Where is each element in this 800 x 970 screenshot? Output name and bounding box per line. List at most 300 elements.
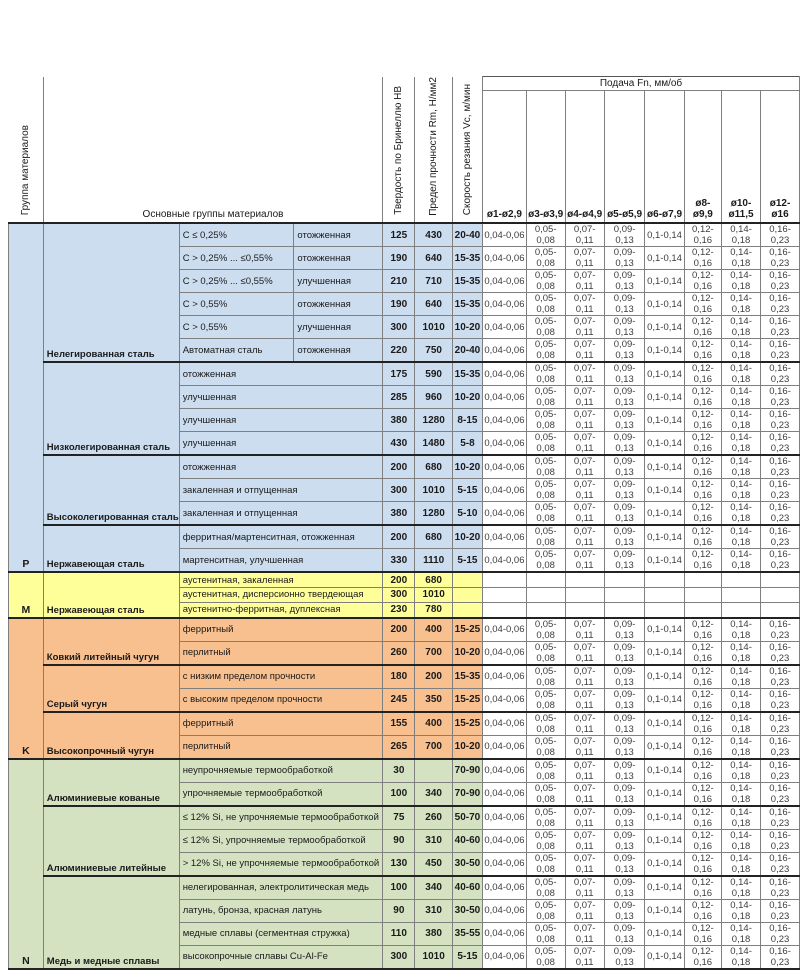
hb-cell: 200 (383, 572, 415, 587)
feed-cell (761, 603, 800, 618)
hb-cell: 380 (383, 409, 415, 432)
feed-cell: 0,12-0,16 (684, 618, 721, 642)
hb-cell: 330 (383, 549, 415, 573)
material-label-cell: перлитный (179, 735, 383, 759)
feed-cell: 0,16-0,23 (761, 432, 800, 456)
feed-cell: 0,12-0,16 (684, 525, 721, 549)
cutting-data-sheet (8, 76, 800, 970)
header-diameter-1: ø3-ø3,9 (526, 91, 565, 223)
feed-cell: 0,16-0,23 (761, 618, 800, 642)
table-row (9, 759, 800, 783)
rm-cell: 340 (415, 782, 452, 806)
feed-cell: 0,12-0,16 (684, 549, 721, 573)
feed-cell: 0,14-0,18 (722, 479, 761, 502)
feed-cell: 0,07-0,11 (565, 876, 604, 900)
material-label-cell: с низким пределом прочности (179, 665, 383, 689)
feed-cell: 0,04-0,06 (483, 876, 527, 900)
feed-cell: 0,09-0,13 (604, 876, 645, 900)
hb-cell: 100 (383, 782, 415, 806)
feed-cell (684, 603, 721, 618)
rm-cell: 1010 (415, 316, 452, 339)
feed-cell: 0,07-0,11 (565, 618, 604, 642)
feed-cell: 0,07-0,11 (565, 806, 604, 830)
feed-cell: 0,05-0,08 (526, 316, 565, 339)
feed-cell: 0,05-0,08 (526, 293, 565, 316)
group-name-cell: Высоколегированная сталь (43, 455, 179, 525)
hb-cell: 380 (383, 502, 415, 526)
vc-cell: 10-20 (452, 735, 482, 759)
header-diameter-4: ø6-ø7,9 (645, 91, 684, 223)
vc-cell: 5-15 (452, 479, 482, 502)
vc-cell: 10-20 (452, 525, 482, 549)
feed-cell (565, 572, 604, 587)
vc-cell: 15-35 (452, 362, 482, 386)
feed-cell: 0,16-0,23 (761, 712, 800, 736)
feed-cell: 0,07-0,11 (565, 479, 604, 502)
treatment-cell: отожженная (294, 293, 383, 316)
feed-cell: 0,04-0,06 (483, 549, 527, 573)
feed-cell: 0,1-0,14 (645, 759, 684, 783)
material-label-cell: с высоким пределом прочности (179, 688, 383, 712)
feed-cell: 0,14-0,18 (722, 665, 761, 689)
feed-cell: 0,05-0,08 (526, 735, 565, 759)
feed-cell: 0,14-0,18 (722, 922, 761, 945)
feed-cell: 0,12-0,16 (684, 876, 721, 900)
rm-cell: 450 (415, 852, 452, 876)
vc-cell (452, 603, 482, 618)
feed-cell (526, 587, 565, 602)
group-name-cell: Серый чугун (43, 665, 179, 712)
header-hardness (383, 77, 415, 224)
header-diameter-2: ø4-ø4,9 (565, 91, 604, 223)
feed-cell: 0,09-0,13 (604, 782, 645, 806)
feed-cell: 0,1-0,14 (645, 852, 684, 876)
section-letter-P: P (9, 223, 44, 572)
feed-cell: 0,14-0,18 (722, 525, 761, 549)
feed-cell: 0,07-0,11 (565, 712, 604, 736)
feed-cell: 0,16-0,23 (761, 945, 800, 969)
feed-cell (565, 603, 604, 618)
header-speed-label: Скорость резания Vc, м/мин (461, 84, 473, 216)
treatment-cell: отожженная (294, 247, 383, 270)
feed-cell: 0,12-0,16 (684, 502, 721, 526)
feed-cell: 0,04-0,06 (483, 712, 527, 736)
vc-cell: 8-15 (452, 409, 482, 432)
feed-cell: 0,04-0,06 (483, 293, 527, 316)
feed-cell: 0,07-0,11 (565, 223, 604, 247)
hb-cell: 265 (383, 735, 415, 759)
feed-cell: 0,05-0,08 (526, 247, 565, 270)
feed-cell: 0,1-0,14 (645, 549, 684, 573)
feed-cell: 0,1-0,14 (645, 899, 684, 922)
feed-cell: 0,04-0,06 (483, 806, 527, 830)
feed-cell: 0,09-0,13 (604, 339, 645, 363)
vc-cell: 50-70 (452, 806, 482, 830)
feed-cell: 0,07-0,11 (565, 455, 604, 479)
rm-cell: 780 (415, 603, 452, 618)
feed-cell: 0,07-0,11 (565, 922, 604, 945)
hb-cell: 90 (383, 829, 415, 852)
feed-cell: 0,16-0,23 (761, 409, 800, 432)
feed-cell: 0,04-0,06 (483, 688, 527, 712)
vc-cell: 35-55 (452, 922, 482, 945)
vc-cell: 10-20 (452, 386, 482, 409)
header-group-axis (9, 77, 44, 224)
material-sub-cell: Автоматная сталь (179, 339, 294, 363)
feed-cell: 0,14-0,18 (722, 759, 761, 783)
feed-cell: 0,1-0,14 (645, 945, 684, 969)
feed-cell (604, 587, 645, 602)
group-name-cell: Низколегированная сталь (43, 362, 179, 455)
feed-cell: 0,09-0,13 (604, 712, 645, 736)
feed-cell: 0,04-0,06 (483, 502, 527, 526)
section-letter-K: K (9, 618, 44, 759)
feed-cell: 0,12-0,16 (684, 782, 721, 806)
feed-cell: 0,04-0,06 (483, 945, 527, 969)
feed-cell (761, 587, 800, 602)
feed-cell: 0,09-0,13 (604, 922, 645, 945)
material-label-cell: медные сплавы (сегментная стружка) (179, 922, 383, 945)
feed-cell: 0,14-0,18 (722, 829, 761, 852)
feed-cell: 0,16-0,23 (761, 665, 800, 689)
table-row (9, 876, 800, 900)
table-row (9, 223, 800, 247)
material-label-cell: улучшенная (179, 386, 383, 409)
vc-cell: 5-10 (452, 502, 482, 526)
hb-cell: 30 (383, 759, 415, 783)
feed-cell: 0,09-0,13 (604, 409, 645, 432)
rm-cell: 310 (415, 829, 452, 852)
material-label-cell: ферритный (179, 712, 383, 736)
feed-cell: 0,12-0,16 (684, 479, 721, 502)
group-name-cell: Алюминиевые литейные (43, 806, 179, 876)
vc-cell (452, 572, 482, 587)
rm-cell: 1010 (415, 945, 452, 969)
feed-cell: 0,12-0,16 (684, 759, 721, 783)
feed-cell: 0,14-0,18 (722, 618, 761, 642)
feed-cell: 0,07-0,11 (565, 759, 604, 783)
feed-cell: 0,09-0,13 (604, 525, 645, 549)
feed-cell: 0,16-0,23 (761, 688, 800, 712)
table-row (9, 572, 800, 587)
material-label-cell: высокопрочные сплавы Cu-Al-Fe (179, 945, 383, 969)
material-sub-cell: C > 0,55% (179, 316, 294, 339)
material-label-cell: закаленная и отпущенная (179, 502, 383, 526)
feed-cell: 0,09-0,13 (604, 852, 645, 876)
feed-cell: 0,07-0,11 (565, 665, 604, 689)
feed-cell: 0,1-0,14 (645, 876, 684, 900)
feed-cell: 0,09-0,13 (604, 759, 645, 783)
feed-cell: 0,1-0,14 (645, 293, 684, 316)
rm-cell: 1010 (415, 479, 452, 502)
material-sub-cell: C ≤ 0,25% (179, 223, 294, 247)
feed-cell: 0,05-0,08 (526, 876, 565, 900)
feed-cell: 0,07-0,11 (565, 339, 604, 363)
rm-cell: 350 (415, 688, 452, 712)
hb-cell: 130 (383, 852, 415, 876)
vc-cell: 5-15 (452, 549, 482, 573)
vc-cell: 15-35 (452, 665, 482, 689)
hb-cell: 200 (383, 525, 415, 549)
feed-cell: 0,04-0,06 (483, 455, 527, 479)
feed-cell: 0,07-0,11 (565, 688, 604, 712)
feed-cell: 0,07-0,11 (565, 549, 604, 573)
feed-cell: 0,07-0,11 (565, 735, 604, 759)
feed-cell (722, 572, 761, 587)
feed-cell: 0,1-0,14 (645, 922, 684, 945)
feed-cell: 0,14-0,18 (722, 409, 761, 432)
hb-cell: 190 (383, 247, 415, 270)
feed-cell: 0,05-0,08 (526, 549, 565, 573)
feed-cell: 0,04-0,06 (483, 339, 527, 363)
feed-cell: 0,12-0,16 (684, 945, 721, 969)
feed-cell: 0,16-0,23 (761, 806, 800, 830)
feed-cell: 0,04-0,06 (483, 641, 527, 665)
feed-cell: 0,16-0,23 (761, 922, 800, 945)
feed-cell (565, 587, 604, 602)
header-diameter-3: ø5-ø5,9 (604, 91, 645, 223)
feed-cell (645, 572, 684, 587)
feed-cell: 0,05-0,08 (526, 712, 565, 736)
rm-cell: 680 (415, 572, 452, 587)
feed-cell (645, 587, 684, 602)
feed-cell: 0,1-0,14 (645, 618, 684, 642)
feed-cell: 0,12-0,16 (684, 293, 721, 316)
material-label-cell: > 12% Si, не упрочняемые термообработкой (179, 852, 383, 876)
feed-cell: 0,14-0,18 (722, 293, 761, 316)
feed-cell: 0,16-0,23 (761, 223, 800, 247)
feed-cell: 0,12-0,16 (684, 223, 721, 247)
feed-cell: 0,16-0,23 (761, 362, 800, 386)
feed-cell: 0,07-0,11 (565, 525, 604, 549)
rm-cell: 700 (415, 735, 452, 759)
feed-cell (604, 572, 645, 587)
material-label-cell: неупрочняемые термообработкой (179, 759, 383, 783)
material-label-cell: ферритный (179, 618, 383, 642)
feed-cell: 0,05-0,08 (526, 759, 565, 783)
vc-cell: 5-15 (452, 945, 482, 969)
feed-cell: 0,04-0,06 (483, 432, 527, 456)
feed-cell: 0,07-0,11 (565, 852, 604, 876)
hb-cell: 300 (383, 316, 415, 339)
feed-cell: 0,09-0,13 (604, 432, 645, 456)
material-label-cell: упрочняемые термообработкой (179, 782, 383, 806)
feed-cell: 0,07-0,11 (565, 270, 604, 293)
feed-cell: 0,05-0,08 (526, 455, 565, 479)
feed-cell: 0,16-0,23 (761, 735, 800, 759)
hb-cell: 210 (383, 270, 415, 293)
feed-cell (483, 587, 527, 602)
feed-cell: 0,05-0,08 (526, 432, 565, 456)
rm-cell: 1010 (415, 587, 452, 602)
feed-cell (604, 603, 645, 618)
material-label-cell: улучшенная (179, 432, 383, 456)
treatment-cell: улучшенная (294, 316, 383, 339)
feed-cell: 0,1-0,14 (645, 270, 684, 293)
rm-cell: 590 (415, 362, 452, 386)
rm-cell: 1280 (415, 409, 452, 432)
feed-cell: 0,14-0,18 (722, 876, 761, 900)
feed-cell: 0,09-0,13 (604, 945, 645, 969)
feed-cell (645, 603, 684, 618)
header-diameter-0: ø1-ø2,9 (483, 91, 527, 223)
feed-cell: 0,04-0,06 (483, 665, 527, 689)
feed-cell (526, 572, 565, 587)
feed-cell: 0,14-0,18 (722, 316, 761, 339)
feed-cell: 0,14-0,18 (722, 247, 761, 270)
feed-cell: 0,12-0,16 (684, 922, 721, 945)
header-hardness-label: Твердость по Бринеллю HB (393, 86, 405, 216)
feed-cell: 0,14-0,18 (722, 735, 761, 759)
feed-cell: 0,1-0,14 (645, 339, 684, 363)
rm-cell: 1110 (415, 549, 452, 573)
feed-cell: 0,12-0,16 (684, 409, 721, 432)
hb-cell: 200 (383, 455, 415, 479)
hb-cell: 175 (383, 362, 415, 386)
feed-cell: 0,05-0,08 (526, 223, 565, 247)
feed-cell: 0,12-0,16 (684, 362, 721, 386)
table-row (9, 455, 800, 479)
feed-cell: 0,07-0,11 (565, 293, 604, 316)
feed-cell: 0,05-0,08 (526, 409, 565, 432)
feed-cell: 0,04-0,06 (483, 270, 527, 293)
feed-cell: 0,14-0,18 (722, 712, 761, 736)
feed-cell: 0,07-0,11 (565, 409, 604, 432)
vc-cell: 15-35 (452, 247, 482, 270)
feed-cell: 0,14-0,18 (722, 549, 761, 573)
feed-cell (684, 587, 721, 602)
feed-cell: 0,14-0,18 (722, 782, 761, 806)
feed-cell: 0,09-0,13 (604, 479, 645, 502)
hb-cell: 300 (383, 945, 415, 969)
hb-cell: 245 (383, 688, 415, 712)
feed-cell: 0,05-0,08 (526, 502, 565, 526)
feed-cell: 0,14-0,18 (722, 688, 761, 712)
feed-cell: 0,09-0,13 (604, 293, 645, 316)
material-label-cell: перлитный (179, 641, 383, 665)
feed-cell: 0,16-0,23 (761, 829, 800, 852)
material-label-cell: латунь, бронза, красная латунь (179, 899, 383, 922)
feed-cell: 0,07-0,11 (565, 641, 604, 665)
group-name-cell: Алюминиевые кованые (43, 759, 179, 806)
feed-cell: 0,16-0,23 (761, 293, 800, 316)
feed-cell: 0,05-0,08 (526, 922, 565, 945)
feed-cell: 0,1-0,14 (645, 829, 684, 852)
feed-cell: 0,12-0,16 (684, 735, 721, 759)
table-row (9, 665, 800, 689)
feed-cell: 0,14-0,18 (722, 641, 761, 665)
header-diameter-5: ø8-ø9,9 (684, 91, 721, 223)
feed-cell: 0,1-0,14 (645, 247, 684, 270)
feed-cell: 0,07-0,11 (565, 829, 604, 852)
material-label-cell: мартенситная, улучшенная (179, 549, 383, 573)
vc-cell: 15-25 (452, 712, 482, 736)
feed-cell: 0,12-0,16 (684, 852, 721, 876)
feed-cell: 0,1-0,14 (645, 502, 684, 526)
feed-cell: 0,04-0,06 (483, 922, 527, 945)
feed-cell: 0,12-0,16 (684, 665, 721, 689)
feed-cell: 0,14-0,18 (722, 806, 761, 830)
rm-cell: 680 (415, 455, 452, 479)
group-name-cell: Ковкий литейный чугун (43, 618, 179, 665)
feed-cell: 0,12-0,16 (684, 899, 721, 922)
feed-cell: 0,14-0,18 (722, 362, 761, 386)
material-label-cell: закаленная и отпущенная (179, 479, 383, 502)
header-diameter-6: ø10-ø11,5 (722, 91, 761, 223)
hb-cell: 200 (383, 618, 415, 642)
feed-cell: 0,16-0,23 (761, 270, 800, 293)
material-sub-cell: C > 0,25% ... ≤0,55% (179, 270, 294, 293)
hb-cell: 220 (383, 339, 415, 363)
feed-cell: 0,16-0,23 (761, 876, 800, 900)
hb-cell: 180 (383, 665, 415, 689)
section-letter-M: M (9, 572, 44, 617)
feed-cell: 0,04-0,06 (483, 223, 527, 247)
feed-cell: 0,04-0,06 (483, 852, 527, 876)
hb-cell: 190 (383, 293, 415, 316)
feed-cell: 0,07-0,11 (565, 316, 604, 339)
feed-cell: 0,09-0,13 (604, 641, 645, 665)
hb-cell: 285 (383, 386, 415, 409)
feed-cell (483, 603, 527, 618)
feed-cell: 0,05-0,08 (526, 362, 565, 386)
rm-cell: 960 (415, 386, 452, 409)
feed-cell: 0,09-0,13 (604, 688, 645, 712)
feed-cell: 0,16-0,23 (761, 852, 800, 876)
vc-cell: 10-20 (452, 455, 482, 479)
feed-cell: 0,1-0,14 (645, 688, 684, 712)
feed-cell: 0,05-0,08 (526, 525, 565, 549)
group-name-cell: Нержавеющая сталь (43, 525, 179, 572)
vc-cell: 5-8 (452, 432, 482, 456)
feed-cell: 0,04-0,06 (483, 735, 527, 759)
table-row (9, 712, 800, 736)
table-row (9, 806, 800, 830)
feed-cell: 0,1-0,14 (645, 806, 684, 830)
feed-cell: 0,07-0,11 (565, 362, 604, 386)
feed-cell: 0,16-0,23 (761, 899, 800, 922)
feed-cell: 0,12-0,16 (684, 688, 721, 712)
material-sub-cell: C > 0,25% ... ≤0,55% (179, 247, 294, 270)
feed-cell: 0,09-0,13 (604, 386, 645, 409)
material-label-cell: улучшенная (179, 409, 383, 432)
table-body (9, 223, 800, 968)
feed-cell: 0,12-0,16 (684, 386, 721, 409)
material-label-cell: аустенитная, дисперсионно твердеющая (179, 587, 383, 602)
rm-cell: 380 (415, 922, 452, 945)
hb-cell: 260 (383, 641, 415, 665)
feed-cell: 0,09-0,13 (604, 899, 645, 922)
treatment-cell: отожженная (294, 339, 383, 363)
feed-cell: 0,05-0,08 (526, 688, 565, 712)
feed-cell: 0,05-0,08 (526, 852, 565, 876)
material-label-cell: ферритная/мартенситная, отожженная (179, 525, 383, 549)
feed-cell: 0,12-0,16 (684, 712, 721, 736)
feed-rate-table (8, 76, 800, 970)
feed-cell: 0,1-0,14 (645, 479, 684, 502)
rm-cell (415, 759, 452, 783)
feed-cell: 0,09-0,13 (604, 806, 645, 830)
group-name-cell: Высокопрочный чугун (43, 712, 179, 759)
vc-cell: 30-50 (452, 852, 482, 876)
feed-cell: 0,04-0,06 (483, 316, 527, 339)
feed-cell (722, 603, 761, 618)
vc-cell: 40-60 (452, 876, 482, 900)
feed-cell: 0,1-0,14 (645, 712, 684, 736)
rm-cell: 750 (415, 339, 452, 363)
feed-cell: 0,09-0,13 (604, 455, 645, 479)
feed-cell: 0,1-0,14 (645, 665, 684, 689)
